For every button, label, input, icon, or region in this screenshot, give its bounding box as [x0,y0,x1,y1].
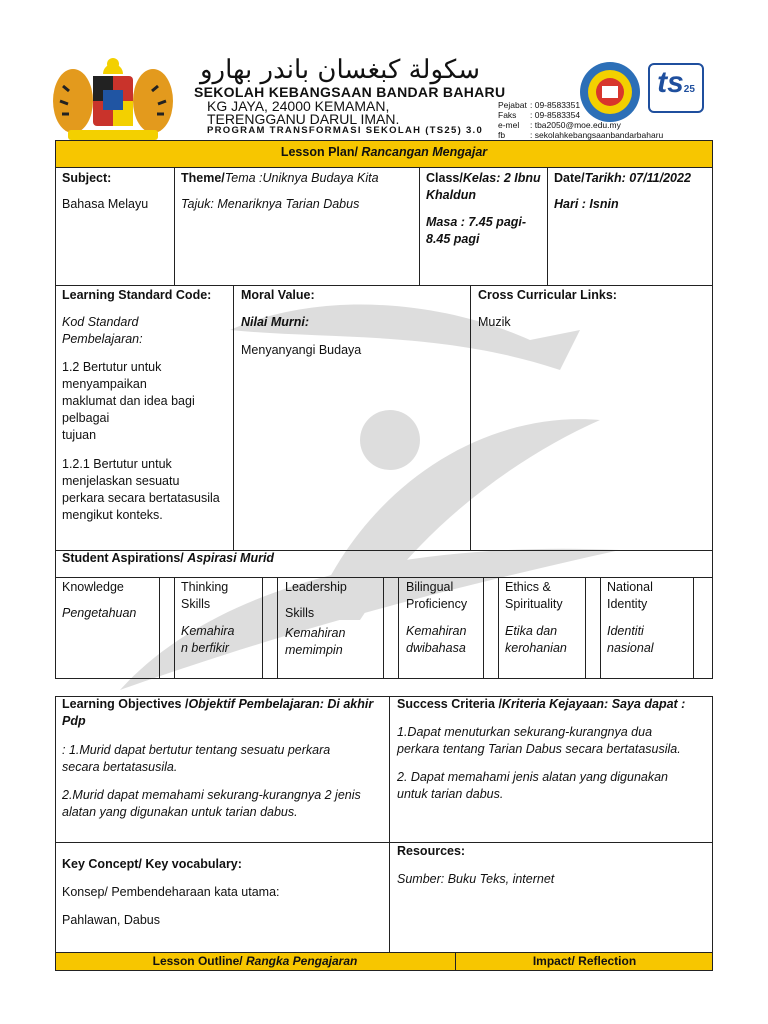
contact-value: : sekolahkebangsaanbandarbaharu [530,130,664,140]
key-concept-ms-label: Konsep/ Pembendeharaan kata utama: [62,885,280,899]
objectives-label-cont: Pdp [62,714,86,728]
objective-1: : 1.Murid dapat bertutur tentang sesuatu perkara secara bertatasusila. [62,743,331,774]
topic-value: Tajuk: Menariknya Tarian Dabus [181,197,360,211]
subject-label: Subject: [62,171,112,185]
contact-value: : 09-8583351 [530,100,581,110]
school-address-line1: KG JAYA, 24000 KEMAMAN, [207,98,390,114]
impact-reflection-label: Impact/ Reflection [532,954,637,968]
cross-curricular-value: Muzik [478,315,511,329]
day-value: Hari : Isnin [554,197,619,211]
time-value-cont: 8.45 pagi [426,232,480,246]
success-criteria-1: 1.Dapat menuturkan sekurang-kurangnya dua perkara tentang Tarian Dabus secara bertatasusila. [397,725,681,756]
learning-standard-text1: 1.2 Bertutur untuk menyampaikan maklumat dan idea bagi pelbagai tujuan [62,360,195,442]
contact-value: : tba2050@moe.edu.my [530,120,621,130]
aspiration-bilingual: Bilingual Proficiency Kemahiran dwibahasa [406,580,468,655]
lesson-outline-label: Lesson Outline/ Rangka Pengajaran [152,954,358,968]
class-value-cont: Khaldun [426,188,476,202]
ts25-logo-number: 25 [683,84,695,95]
moral-value: Menyanyangi Budaya [241,343,362,357]
objectives-label: Learning Objectives /Objektif Pembelajaran: Di akhir [62,697,374,711]
contact-label: fb [498,130,506,140]
jawi-school-name: سكولة كبغسان باندر بهارو [200,55,481,85]
contact-label: e-mel [498,120,520,130]
moral-value-ms: Nilai Murni: [241,315,310,329]
ts25-logo-text: ts [657,66,684,99]
success-criteria-label: Success Criteria /Kriteria Kejayaan: Saya dapat : [397,697,686,711]
aspiration-ethics: Ethics & Spirituality Etika dan kerohanian [505,580,567,655]
resources-value: Sumber: Buku Teks, internet [397,872,555,886]
learning-standard-ms1: Kod Standard [62,315,139,329]
program-text: PROGRAM TRANSFORMASI SEKOLAH (TS25) 3.0 [207,125,484,136]
school-address-line2: TERENGGANU DARUL IMAN. [207,111,400,127]
aspirations-label: Student Aspirations/ Aspirasi Murid [62,551,275,565]
malaysia-crest-logo [48,56,178,146]
key-concept-label: Key Concept/ Key vocabulary: [62,857,242,871]
theme-field: Theme/Tema :Uniknya Budaya Kita [181,171,379,185]
lesson-plan-title: Lesson Plan/ Rancangan Mengajar [280,145,488,159]
aspiration-national: National Identity Identiti nasional [607,580,654,655]
cross-curricular-label: Cross Curricular Links: [478,288,617,302]
aspiration-thinking: Thinking Skills Kemahira n berfikir [181,580,235,655]
learning-standard-ms2: Pembelajaran: [62,332,143,346]
school-name: SEKOLAH KEBANGSAAN BANDAR BAHARU [194,84,506,100]
learning-standard-label: Learning Standard Code: [62,288,212,302]
ts25-logo [648,63,704,113]
key-concept-value: Pahlawan, Dabus [62,913,160,927]
success-criteria-2: 2. Dapat memahami jenis alatan yang digunakan untuk tarian dabus. [397,770,669,801]
objective-2: 2.Murid dapat memahami sekurang-kurangnya 2 jenis alatan yang digunakan untuk tarian dabus. [62,788,361,819]
resources-label: Resources: [397,844,466,858]
contact-label: Pejabat [498,100,527,110]
aspiration-leadership: Leadership Skills Kemahiran memimpin [285,580,347,657]
aspiration-knowledge: Knowledge Pengetahuan [62,580,137,620]
school-badge-logo [578,60,642,124]
time-value: Masa : 7.45 pagi- [426,215,527,229]
contact-label: Faks [498,110,517,120]
date-field: Date/Tarikh: 07/11/2022 [554,171,691,185]
contact-value: : 09-8583354 [530,110,581,120]
learning-standard-text2: 1.2.1 Bertutur untuk menjelaskan sesuatu perkara secara bertatasusila mengikut konteks. [62,457,220,522]
subject-value: Bahasa Melayu [62,197,149,211]
class-field: Class/Kelas: 2 Ibnu [426,171,541,185]
moral-value-label: Moral Value: [241,288,315,302]
